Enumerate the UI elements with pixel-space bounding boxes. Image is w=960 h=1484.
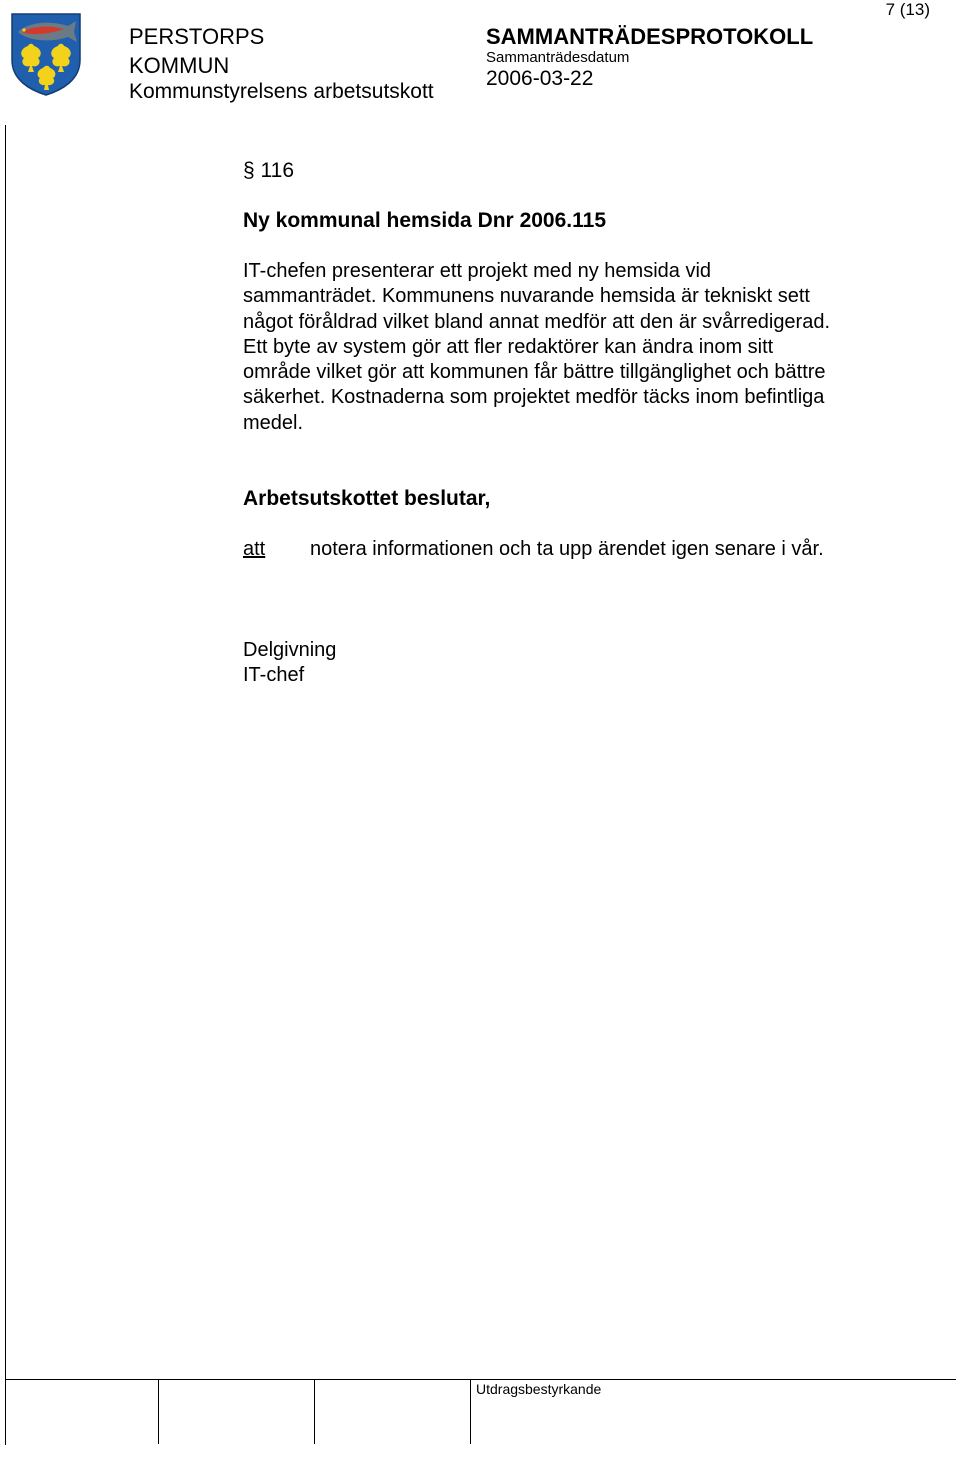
section-number: § 116 [243,159,294,182]
left-margin-rule [5,125,6,1445]
signature-box-divider [470,1380,471,1444]
footer-rule [5,1379,956,1380]
page-number: 7 (13) [885,0,930,19]
meeting-date-label: Sammanträdesdatum [486,49,630,66]
decision-att-label: att [243,538,266,560]
item-body: IT-chefen presenterar ett projekt med ny hemsida vid sammanträdet. Kommunens nuvarande hemsida är tekniskt sett något föråldrad vilket bland annat medför att den är svårredigerad. Ett byte av system gör att fler redaktörer kan ändra inom sitt område vilket gör att kommunen får bättre tillgänglighet och bättre säkerhet. Kostnaderna som projektet medför täcks inom befintliga medel. [243,260,831,434]
municipality-name: PERSTORPS [129,24,265,49]
committee-name: Kommunstyrelsens arbetsutskott [129,80,434,103]
meeting-date: 2006-03-22 [486,67,594,90]
item-title: Ny kommunal hemsida Dnr 2006.115 [243,209,606,232]
decision-text: notera informationen och ta upp ärendet igen senare i vår. [310,538,824,560]
municipal-coat-of-arms-icon [10,12,82,96]
municipality-name-line2: KOMMUN [129,53,230,78]
certifier-label: Utdragsbestyrkande [476,1381,602,1397]
signature-box-divider [158,1380,159,1444]
document-type: SAMMANTRÄDESPROTOKOLL [486,24,814,49]
decision-heading: Arbetsutskottet beslutar, [243,487,491,510]
distribution-label: Delgivning [243,639,337,661]
distribution-recipient: IT-chef [243,664,305,686]
signature-box-divider [314,1380,315,1444]
